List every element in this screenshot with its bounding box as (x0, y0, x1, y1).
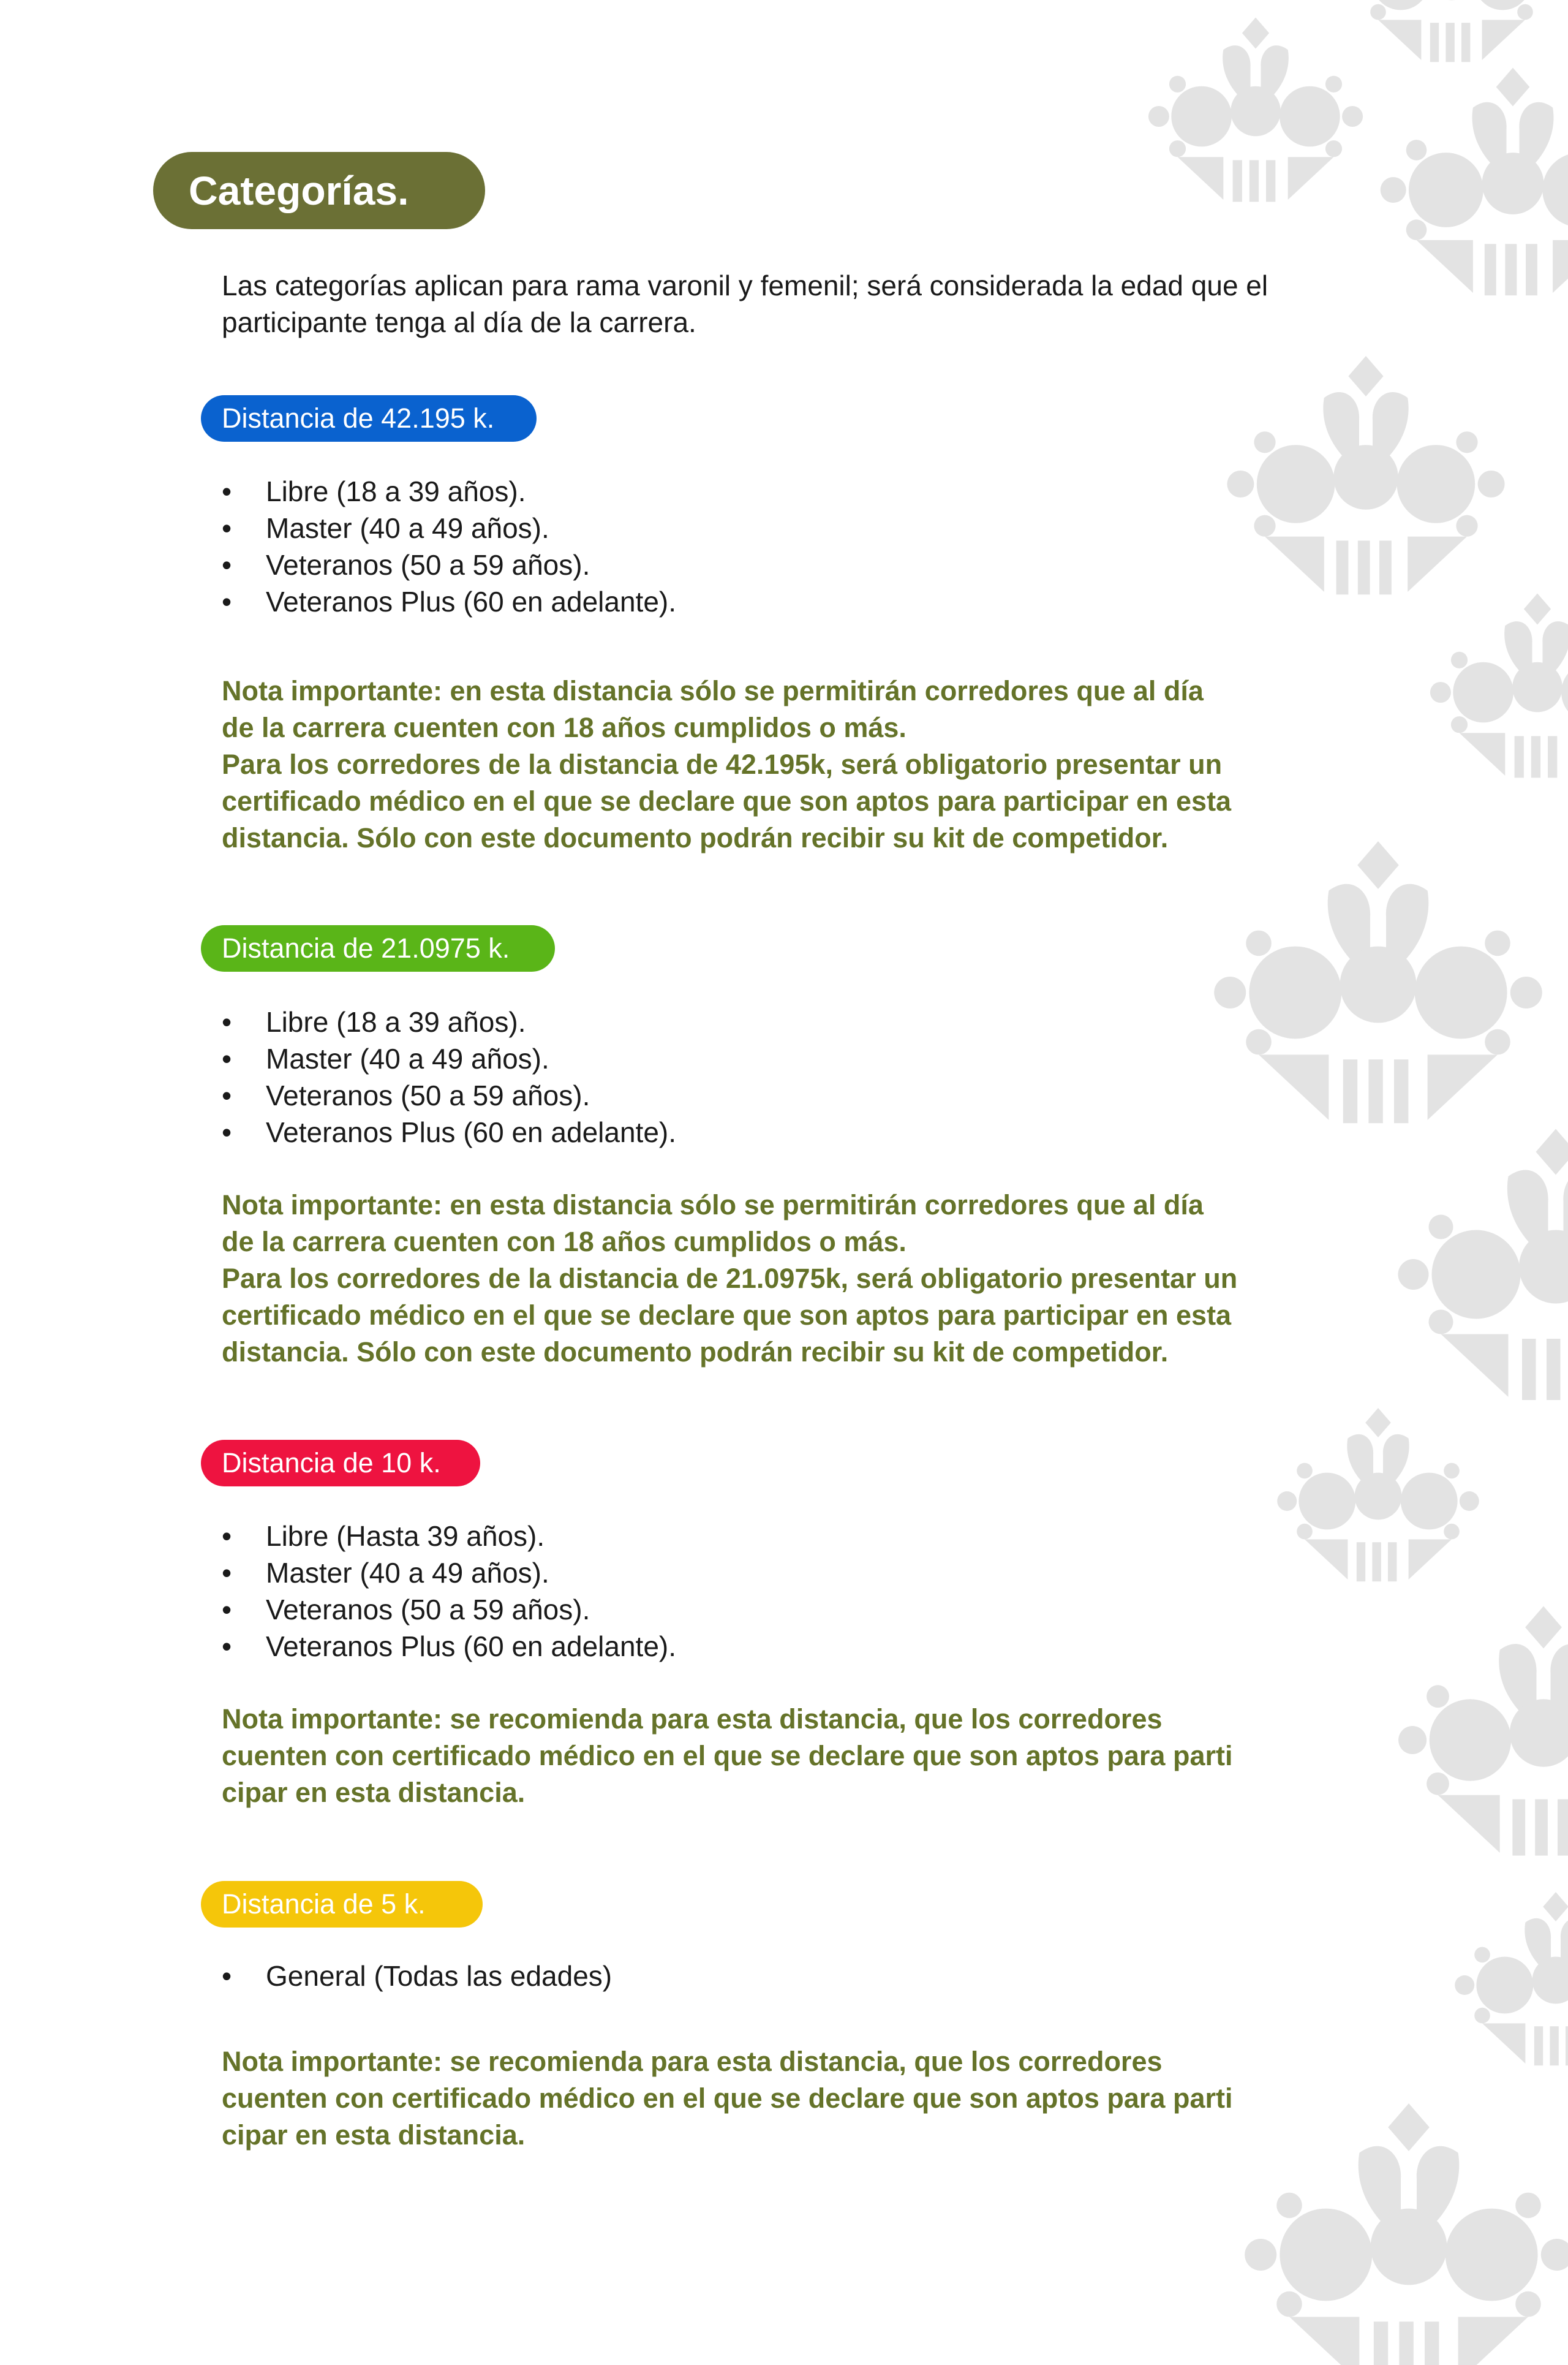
important-note-5k (222, 2043, 1373, 2154)
section-title-text: Categorías. (189, 168, 409, 213)
ornament-motif (1227, 356, 1504, 594)
note-line: Nota importante: se recomienda para esta distancia, que los corredores (222, 1703, 1163, 1735)
ornament-motif (1277, 1408, 1479, 1581)
ornament-motif (1214, 841, 1542, 1123)
note-line: certificado médico en el que se declare que son aptos para participar en esta (222, 785, 1232, 817)
list-item: • Veteranos (50 a 59 años). (222, 547, 676, 583)
list-item: • Veteranos Plus (60 en adelante). (222, 1628, 676, 1665)
category-list-21k (222, 1004, 676, 1151)
ornament-motif (1351, 0, 1553, 62)
list-item: • General (Todas las edades) (222, 1958, 612, 1994)
note-line: de la carrera cuenten con 18 años cumplidos o más. (222, 712, 907, 743)
note-line: distancia. Sólo con este documento podrán recibir su kit de competidor. (222, 1336, 1169, 1368)
list-item: • Veteranos Plus (60 en adelante). (222, 583, 676, 620)
ornament-motif (1148, 17, 1363, 202)
category-list-10k (222, 1518, 676, 1665)
list-item: • Libre (18 a 39 años). (222, 473, 676, 510)
list-item: • Master (40 a 49 años). (222, 1040, 676, 1077)
list-item: • Libre (Hasta 39 años). (222, 1518, 676, 1554)
distance-badge-label: Distancia de 42.195 k. (222, 403, 495, 434)
distance-badge-label: Distancia de 21.0975 k. (222, 933, 510, 964)
list-item: • Veteranos (50 a 59 años). (222, 1077, 676, 1114)
note-line: Nota importante: se recomienda para esta distancia, que los corredores (222, 2046, 1163, 2077)
category-list-5k (222, 1958, 612, 1994)
important-note-21k (222, 1187, 1373, 1371)
distance-badge-21k (201, 925, 555, 972)
note-line: certificado médico en el que se declare que son aptos para participar en esta (222, 1300, 1232, 1331)
important-note-10k (222, 1701, 1373, 1811)
note-line: Para los corredores de la distancia de 21.0975k, será obligatorio presentar un (222, 1263, 1238, 1294)
note-line: cipar en esta distancia. (222, 1777, 526, 1808)
important-note-42k (222, 673, 1373, 857)
note-line: de la carrera cuenten con 18 años cumplidos o más. (222, 1226, 907, 1257)
list-item: • Libre (18 a 39 años). (222, 1004, 676, 1040)
ornament-motif (1430, 594, 1568, 778)
note-line: cipar en esta distancia. (222, 2119, 526, 2151)
distance-badge-42k (201, 395, 537, 442)
note-line: cuenten con certificado médico en el que se declare que son aptos para parti (222, 2083, 1233, 2114)
note-line: distancia. Sólo con este documento podrán recibir su kit de competidor. (222, 822, 1169, 853)
note-line: Nota importante: en esta distancia sólo se permitirán corredores que al día (222, 1189, 1204, 1220)
ornament-motif (1455, 1892, 1568, 2065)
ornament-motif (1398, 1606, 1568, 1856)
ornament-motif (1398, 1129, 1568, 1401)
section-title (153, 152, 485, 229)
list-item: • Master (40 a 49 años). (222, 1554, 676, 1591)
distance-badge-10k (201, 1440, 480, 1486)
list-item: • Veteranos Plus (60 en adelante). (222, 1114, 676, 1151)
category-list-42k (222, 473, 676, 620)
distance-badge-5k (201, 1881, 483, 1928)
list-item: • Veteranos (50 a 59 años). (222, 1591, 676, 1628)
intro-paragraph: Las categorías aplican para rama varonil y femenil; será considerada la edad que el participante tenga al día de la carrera. (222, 270, 1268, 338)
distance-badge-label: Distancia de 5 k. (222, 1888, 426, 1920)
distance-badge-label: Distancia de 10 k. (222, 1447, 441, 1478)
note-line: cuenten con certificado médico en el que se declare que son aptos para parti (222, 1740, 1233, 1771)
note-line: Para los corredores de la distancia de 42.195k, será obligatorio presentar un (222, 749, 1223, 780)
list-item: • Master (40 a 49 años). (222, 510, 676, 547)
ornament-motif (1381, 68, 1568, 296)
note-line: Nota importante: en esta distancia sólo se permitirán corredores que al día (222, 675, 1204, 706)
